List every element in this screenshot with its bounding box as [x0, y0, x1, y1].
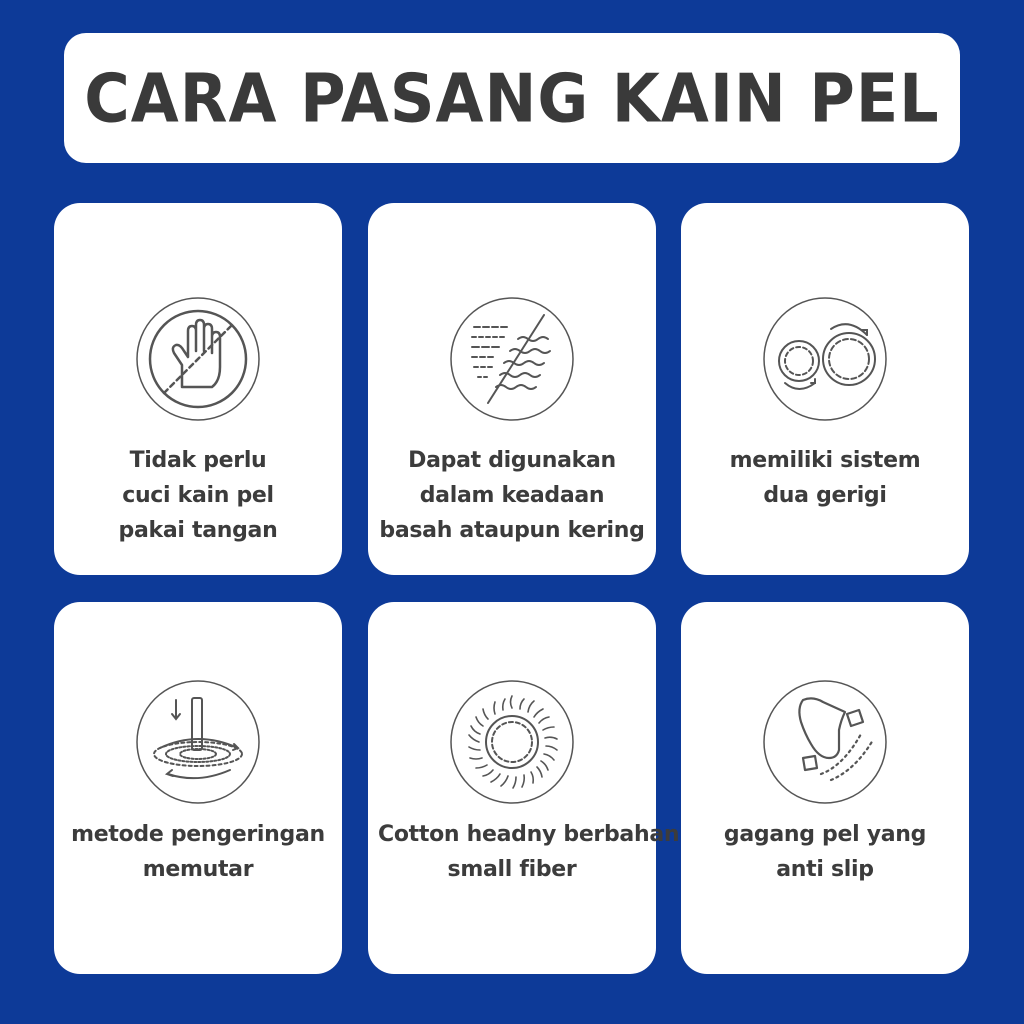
feature-card-spin-dry	[54, 602, 342, 974]
title-banner	[64, 33, 960, 163]
microfiber-head-icon	[448, 678, 576, 806]
spin-dry-icon	[134, 678, 262, 806]
feature-label: Tidak perlu cuci kain pel pakai tangan	[118, 448, 278, 543]
feature-card-double-gear	[681, 203, 969, 575]
feature-card-microfiber	[368, 602, 680, 974]
page-title: CARA PASANG KAIN PEL	[84, 58, 940, 138]
wet-dry-icon	[448, 295, 576, 423]
feature-label: memiliki sistem dua gerigi	[729, 448, 921, 508]
feature-label: Dapat digunakan dalam keadaan basah ataupun kering	[379, 448, 645, 543]
feature-card-anti-slip	[681, 602, 969, 974]
feature-label: Cotton headny berbahan small fiber	[378, 822, 680, 882]
anti-slip-grip-icon	[761, 678, 889, 806]
feature-label: metode pengeringan memutar	[71, 822, 325, 882]
no-hand-icon	[134, 295, 262, 423]
double-gear-icon	[761, 295, 889, 423]
feature-label: gagang pel yang anti slip	[723, 822, 927, 882]
feature-card-no-hand-wash	[54, 203, 342, 575]
feature-card-wet-dry	[368, 203, 656, 575]
